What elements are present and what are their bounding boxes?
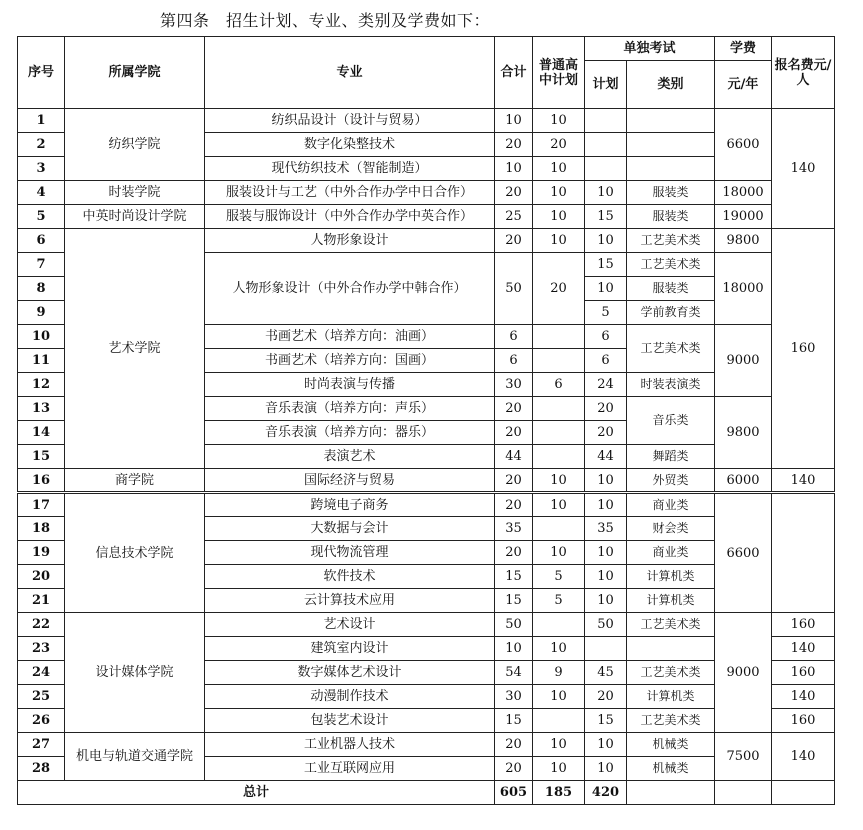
fee-cell: 18000 [715, 181, 772, 205]
row-no: 2 [18, 133, 65, 157]
single-plan-cell: 15 [585, 709, 627, 733]
general-cell: 20 [533, 133, 585, 157]
summary-single: 420 [585, 781, 627, 805]
single-plan-cell: 10 [585, 733, 627, 757]
general-cell: 5 [533, 589, 585, 613]
total-cell: 50 [495, 253, 533, 325]
total-cell: 54 [495, 661, 533, 685]
major-cell: 跨境电子商务 [205, 493, 495, 517]
row-no: 16 [18, 469, 65, 493]
major-cell: 人物形象设计（中外合作办学中韩合作） [205, 253, 495, 325]
table-row [18, 613, 835, 637]
header-college: 所属学院 [65, 37, 205, 109]
header-major: 专业 [205, 37, 495, 109]
general-cell: 10 [533, 205, 585, 229]
single-plan-cell: 10 [585, 565, 627, 589]
single-plan-cell: 20 [585, 397, 627, 421]
single-plan-cell: 20 [585, 685, 627, 709]
single-type-cell: 工艺美术类 [627, 253, 715, 277]
major-cell: 书画艺术（培养方向：油画） [205, 325, 495, 349]
total-cell: 20 [495, 469, 533, 493]
single-plan-cell: 10 [585, 229, 627, 253]
total-cell: 35 [495, 517, 533, 541]
row-no: 8 [18, 277, 65, 301]
single-type-cell: 工艺美术类 [627, 325, 715, 373]
row-no: 24 [18, 661, 65, 685]
general-cell: 10 [533, 733, 585, 757]
major-cell: 书画艺术（培养方向：国画） [205, 349, 495, 373]
total-cell: 6 [495, 325, 533, 349]
summary-type-empty [627, 781, 715, 805]
header-fee: 学费 [715, 37, 772, 61]
single-type-cell: 舞蹈类 [627, 445, 715, 469]
row-no: 28 [18, 757, 65, 781]
registration-fee-cell [772, 493, 835, 613]
total-cell: 20 [495, 133, 533, 157]
row-no: 12 [18, 373, 65, 397]
single-plan-cell: 35 [585, 517, 627, 541]
summary-fee-empty [715, 781, 772, 805]
single-type-cell: 服装类 [627, 277, 715, 301]
general-cell [533, 709, 585, 733]
table-row [18, 181, 835, 205]
row-no: 21 [18, 589, 65, 613]
single-plan-cell: 45 [585, 661, 627, 685]
major-cell: 数字化染整技术 [205, 133, 495, 157]
general-cell: 10 [533, 469, 585, 493]
total-cell: 10 [495, 109, 533, 133]
row-no: 14 [18, 421, 65, 445]
row-no: 4 [18, 181, 65, 205]
fee-cell: 18000 [715, 253, 772, 325]
single-plan-cell: 15 [585, 205, 627, 229]
fee-cell: 9000 [715, 613, 772, 733]
single-type-cell: 财会类 [627, 517, 715, 541]
total-cell: 30 [495, 373, 533, 397]
header-registration-fee: 报名费元/人 [772, 37, 835, 109]
college-cell: 信息技术学院 [65, 493, 205, 613]
summary-label: 总计 [18, 781, 495, 805]
enrollment-plan-table [17, 36, 835, 805]
general-cell: 9 [533, 661, 585, 685]
major-cell: 工业机器人技术 [205, 733, 495, 757]
major-cell: 软件技术 [205, 565, 495, 589]
total-cell: 30 [495, 685, 533, 709]
single-type-cell: 工艺美术类 [627, 613, 715, 637]
single-type-cell: 时装表演类 [627, 373, 715, 397]
college-cell: 艺术学院 [65, 229, 205, 469]
general-cell [533, 421, 585, 445]
major-cell: 纺织品设计（设计与贸易） [205, 109, 495, 133]
registration-fee-cell: 140 [772, 109, 835, 229]
single-type-cell: 音乐类 [627, 397, 715, 445]
single-plan-cell [585, 157, 627, 181]
major-cell: 音乐表演（培养方向：器乐） [205, 421, 495, 445]
table-row [18, 229, 835, 253]
registration-fee-cell: 140 [772, 733, 835, 781]
college-cell: 时装学院 [65, 181, 205, 205]
total-cell: 50 [495, 613, 533, 637]
fee-cell: 9800 [715, 229, 772, 253]
single-plan-cell: 6 [585, 325, 627, 349]
general-cell: 20 [533, 253, 585, 325]
general-cell: 10 [533, 637, 585, 661]
single-type-cell: 工艺美术类 [627, 661, 715, 685]
general-cell [533, 613, 585, 637]
college-cell: 中英时尚设计学院 [65, 205, 205, 229]
general-cell [533, 445, 585, 469]
single-type-cell: 学前教育类 [627, 301, 715, 325]
single-type-cell: 工艺美术类 [627, 229, 715, 253]
major-cell: 云计算技术应用 [205, 589, 495, 613]
total-cell: 20 [495, 181, 533, 205]
header-single-type: 类别 [627, 61, 715, 109]
row-no: 11 [18, 349, 65, 373]
row-no: 18 [18, 517, 65, 541]
total-cell: 10 [495, 157, 533, 181]
total-cell: 44 [495, 445, 533, 469]
row-no: 17 [18, 493, 65, 517]
row-no: 13 [18, 397, 65, 421]
total-cell: 20 [495, 397, 533, 421]
single-type-cell: 服装类 [627, 205, 715, 229]
major-cell: 包装艺术设计 [205, 709, 495, 733]
single-type-cell: 计算机类 [627, 685, 715, 709]
general-cell: 10 [533, 157, 585, 181]
single-plan-cell: 10 [585, 469, 627, 493]
single-plan-cell: 20 [585, 421, 627, 445]
header-single-exam: 单独考试 [585, 37, 715, 61]
row-no: 23 [18, 637, 65, 661]
college-cell: 机电与轨道交通学院 [65, 733, 205, 781]
single-type-cell: 工艺美术类 [627, 709, 715, 733]
row-no: 19 [18, 541, 65, 565]
general-cell: 10 [533, 181, 585, 205]
single-type-cell: 机械类 [627, 757, 715, 781]
row-no: 6 [18, 229, 65, 253]
single-plan-cell: 10 [585, 277, 627, 301]
registration-fee-cell: 160 [772, 709, 835, 733]
general-cell: 10 [533, 757, 585, 781]
single-plan-cell [585, 133, 627, 157]
general-cell [533, 517, 585, 541]
table-row [18, 493, 835, 517]
general-cell [533, 349, 585, 373]
college-cell: 纺织学院 [65, 109, 205, 181]
single-type-cell [627, 109, 715, 133]
fee-cell: 7500 [715, 733, 772, 781]
general-cell [533, 397, 585, 421]
article-heading: 第四条 招生计划、专业、类别及学费如下： [160, 11, 491, 30]
table-row [18, 205, 835, 229]
single-plan-cell: 10 [585, 181, 627, 205]
single-type-cell [627, 133, 715, 157]
major-cell: 表演艺术 [205, 445, 495, 469]
single-plan-cell: 44 [585, 445, 627, 469]
registration-fee-cell: 140 [772, 685, 835, 709]
single-plan-cell [585, 109, 627, 133]
table-row [18, 733, 835, 757]
header-no: 序号 [18, 37, 65, 109]
summary-reg-empty [772, 781, 835, 805]
header-fee-unit: 元/年 [715, 61, 772, 109]
header-total: 合计 [495, 37, 533, 109]
major-cell: 时尚表演与传播 [205, 373, 495, 397]
summary-general: 185 [533, 781, 585, 805]
college-cell: 商学院 [65, 469, 205, 493]
single-type-cell: 计算机类 [627, 589, 715, 613]
major-cell: 服装与服饰设计（中外合作办学中英合作） [205, 205, 495, 229]
single-plan-cell: 5 [585, 301, 627, 325]
major-cell: 大数据与会计 [205, 517, 495, 541]
summary-total: 605 [495, 781, 533, 805]
total-cell: 20 [495, 493, 533, 517]
single-type-cell: 商业类 [627, 493, 715, 517]
summary-row [18, 781, 835, 805]
fee-cell: 6600 [715, 493, 772, 613]
total-cell: 15 [495, 589, 533, 613]
major-cell: 现代物流管理 [205, 541, 495, 565]
fee-cell: 6000 [715, 469, 772, 493]
single-plan-cell: 10 [585, 589, 627, 613]
row-no: 15 [18, 445, 65, 469]
college-cell: 设计媒体学院 [65, 613, 205, 733]
major-cell: 建筑室内设计 [205, 637, 495, 661]
table-row [18, 469, 835, 493]
row-no: 27 [18, 733, 65, 757]
total-cell: 20 [495, 541, 533, 565]
single-type-cell: 服装类 [627, 181, 715, 205]
single-plan-cell: 24 [585, 373, 627, 397]
major-cell: 数字媒体艺术设计 [205, 661, 495, 685]
general-cell: 10 [533, 541, 585, 565]
single-type-cell: 计算机类 [627, 565, 715, 589]
row-no: 22 [18, 613, 65, 637]
major-cell: 现代纺织技术（智能制造） [205, 157, 495, 181]
major-cell: 动漫制作技术 [205, 685, 495, 709]
single-type-cell [627, 157, 715, 181]
registration-fee-cell: 140 [772, 469, 835, 493]
fee-cell: 6600 [715, 109, 772, 181]
major-cell: 音乐表演（培养方向：声乐） [205, 397, 495, 421]
general-cell [533, 325, 585, 349]
total-cell: 20 [495, 229, 533, 253]
general-cell: 6 [533, 373, 585, 397]
major-cell: 国际经济与贸易 [205, 469, 495, 493]
fee-cell: 9800 [715, 397, 772, 469]
total-cell: 6 [495, 349, 533, 373]
registration-fee-cell: 160 [772, 229, 835, 469]
single-type-cell: 机械类 [627, 733, 715, 757]
header-general-plan: 普通高中计划 [533, 37, 585, 109]
total-cell: 25 [495, 205, 533, 229]
fee-cell: 9000 [715, 325, 772, 397]
row-no: 3 [18, 157, 65, 181]
table-row [18, 109, 835, 133]
single-plan-cell: 6 [585, 349, 627, 373]
row-no: 20 [18, 565, 65, 589]
general-cell: 10 [533, 685, 585, 709]
registration-fee-cell: 140 [772, 637, 835, 661]
general-cell: 5 [533, 565, 585, 589]
row-no: 1 [18, 109, 65, 133]
row-no: 10 [18, 325, 65, 349]
major-cell: 工业互联网应用 [205, 757, 495, 781]
single-plan-cell: 10 [585, 757, 627, 781]
single-plan-cell: 15 [585, 253, 627, 277]
row-no: 25 [18, 685, 65, 709]
registration-fee-cell: 160 [772, 613, 835, 637]
single-type-cell: 外贸类 [627, 469, 715, 493]
row-no: 26 [18, 709, 65, 733]
single-plan-cell: 10 [585, 541, 627, 565]
general-cell: 10 [533, 109, 585, 133]
total-cell: 20 [495, 757, 533, 781]
row-no: 9 [18, 301, 65, 325]
total-cell: 20 [495, 733, 533, 757]
major-cell: 艺术设计 [205, 613, 495, 637]
single-type-cell: 商业类 [627, 541, 715, 565]
fee-cell: 19000 [715, 205, 772, 229]
row-no: 7 [18, 253, 65, 277]
registration-fee-cell: 160 [772, 661, 835, 685]
header-single-plan: 计划 [585, 61, 627, 109]
general-cell: 10 [533, 493, 585, 517]
total-cell: 10 [495, 637, 533, 661]
general-cell: 10 [533, 229, 585, 253]
row-no: 5 [18, 205, 65, 229]
single-plan-cell: 50 [585, 613, 627, 637]
major-cell: 人物形象设计 [205, 229, 495, 253]
single-plan-cell: 10 [585, 493, 627, 517]
major-cell: 服装设计与工艺（中外合作办学中日合作） [205, 181, 495, 205]
total-cell: 15 [495, 709, 533, 733]
single-plan-cell [585, 637, 627, 661]
total-cell: 15 [495, 565, 533, 589]
single-type-cell [627, 637, 715, 661]
total-cell: 20 [495, 421, 533, 445]
